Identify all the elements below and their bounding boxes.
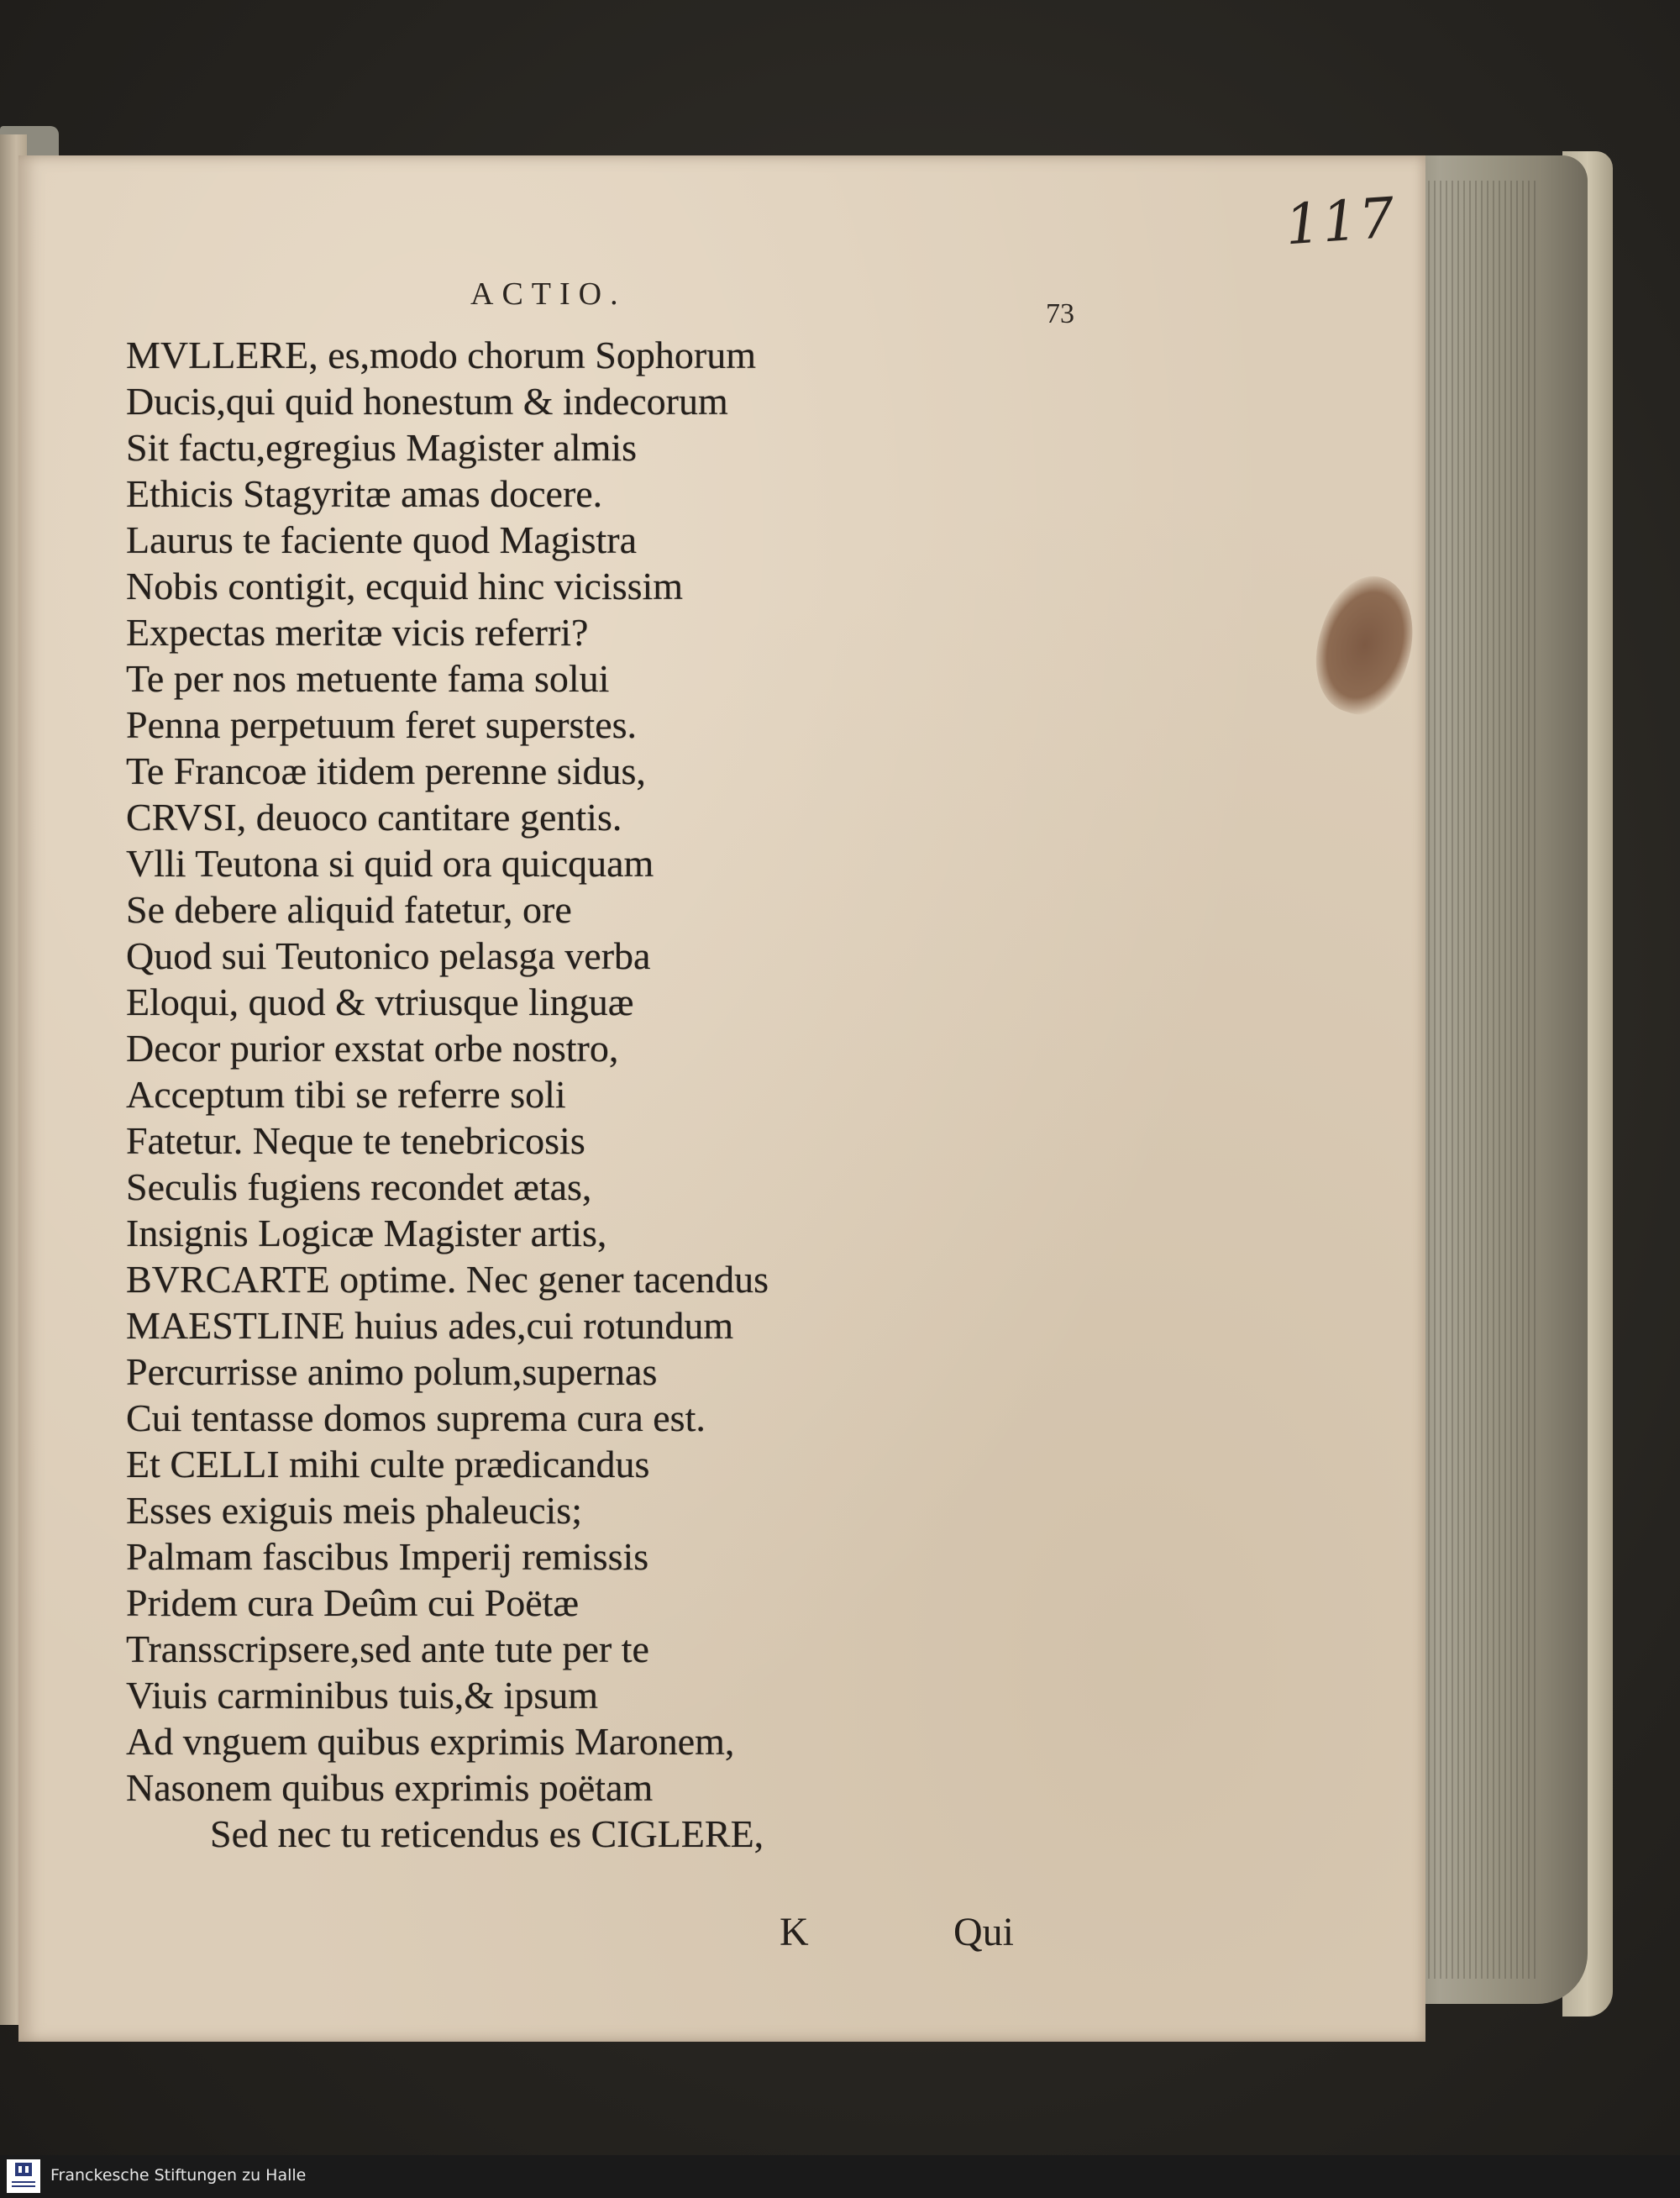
page-edges-texture: [1428, 181, 1537, 1979]
franckesche-stiftungen-logo-icon: [7, 2159, 40, 2193]
verse-line: Vlli Teutona si quid ora quicquam: [126, 842, 654, 885]
verse-line: Laurus te faciente quod Magistra: [126, 518, 637, 561]
verse-line: Expectas meritæ vicis referri?: [126, 611, 589, 654]
verse-line: Acceptum tibi se referre soli: [126, 1073, 566, 1116]
verse-line: Ad vnguem quibus exprimis Maronem,: [126, 1720, 735, 1763]
verse-line: Sit factu,egregius Magister almis: [126, 426, 638, 469]
verse-line: Nasonem quibus exprimis poëtam: [126, 1766, 654, 1809]
verse-line: Penna perpetuum feret superstes.: [126, 703, 638, 746]
verse-line: BVRCARTE optime. Nec gener tacendus: [126, 1258, 769, 1301]
institution-name: Franckesche Stiftungen zu Halle: [50, 2166, 307, 2185]
verse-line: MVLLERE, es,modo chorum Sophorum: [126, 334, 756, 376]
verse-line: Fatetur. Neque te tenebricosis: [126, 1119, 585, 1162]
verse-line: Decor purior exstat orbe nostro,: [126, 1027, 619, 1070]
signature-mark: K: [780, 1910, 809, 1954]
running-head: ACTIO.: [470, 276, 627, 312]
verse-line: Te per nos metuente fama solui: [126, 657, 610, 700]
verse-line: Ducis,qui quid honestum & indecorum: [126, 380, 728, 423]
verse-line: Cui tentasse domos suprema cura est.: [126, 1396, 706, 1439]
verse-line: Et CELLI mihi culte prædicandus: [126, 1443, 650, 1485]
verse-list: [126, 332, 769, 1857]
verse-line: Ethicis Stagyritæ amas docere.: [126, 472, 603, 515]
verse-line: Pridem cura Deûm cui Poëtæ: [126, 1581, 580, 1624]
handwritten-folio-number: 117: [1283, 185, 1399, 258]
verse-line: Palmam fascibus Imperij remissis: [126, 1535, 649, 1578]
page-number: 73: [1046, 298, 1074, 329]
ink-stain: [1299, 565, 1431, 725]
verse-line: Eloqui, quod & vtriusque linguæ: [126, 981, 634, 1023]
verse-line: Percurrisse animo polum,supernas: [126, 1350, 658, 1393]
verse-line-last: Sed nec tu reticendus es CIGLERE,: [210, 1812, 764, 1855]
verse-line: Te Francoæ itidem perenne sidus,: [126, 749, 646, 792]
verse-line: Se debere aliquid fatetur, ore: [126, 888, 572, 931]
verse-line: Esses exiguis meis phaleucis;: [126, 1489, 582, 1532]
verse-line: CRVSI, deuoco cantitare gentis.: [126, 796, 622, 839]
verse-line: Quod sui Teutonico pelasga verba: [126, 934, 651, 977]
verse-line: Insignis Logicæ Magister artis,: [126, 1212, 607, 1254]
verse-line: MAESTLINE huius ades,cui rotundum: [126, 1304, 734, 1347]
verse-line: Seculis fugiens recondet ætas,: [126, 1165, 592, 1208]
verse-line: Transscripsere,sed ante tute per te: [126, 1627, 649, 1670]
catchword: Qui: [953, 1910, 1014, 1954]
verse-line: Nobis contigit, ecquid hinc vicissim: [126, 565, 684, 607]
verse-line: Viuis carminibus tuis,& ipsum: [126, 1674, 599, 1717]
